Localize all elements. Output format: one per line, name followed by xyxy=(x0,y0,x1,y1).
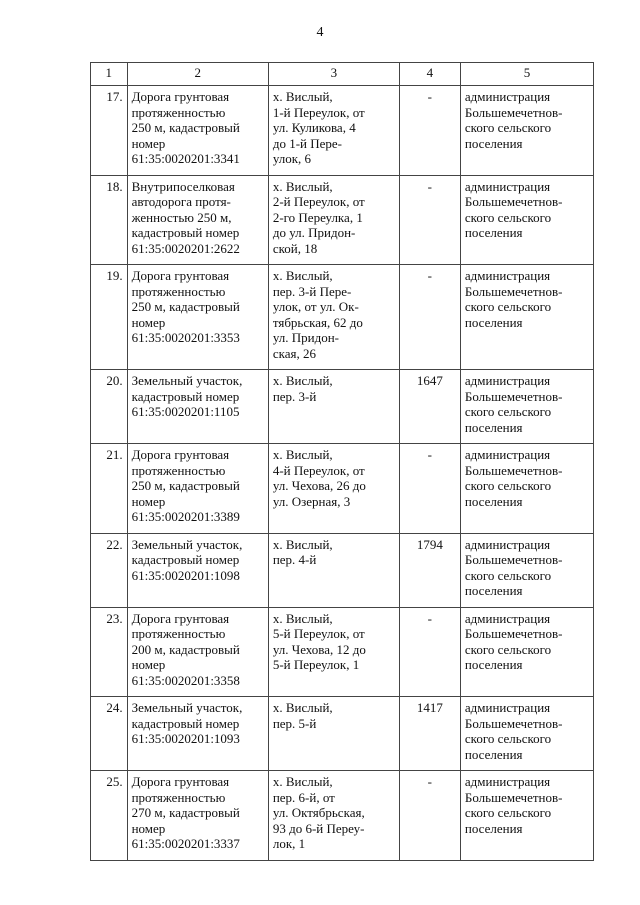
area-cell: - xyxy=(399,771,460,861)
table-row xyxy=(91,265,594,370)
cell-line: 250 м, кадастровый xyxy=(131,478,240,493)
row-number: 18. xyxy=(91,175,128,265)
address-cell xyxy=(268,444,399,534)
address-cell xyxy=(268,370,399,444)
cell-line: Дорога грунтовая xyxy=(131,89,230,104)
object-name-cell xyxy=(127,444,268,534)
cell-line: администрация xyxy=(464,268,551,283)
cell-line: Большемечетнов- xyxy=(464,715,563,731)
row-number: 22. xyxy=(91,533,128,607)
area-cell: - xyxy=(399,444,460,534)
cell-line: пер. 4-й xyxy=(272,552,317,567)
cell-line: х. Вислый, xyxy=(272,447,333,462)
cell-line: Земельный участок, xyxy=(131,373,243,388)
cell-line: Земельный участок, xyxy=(131,700,243,715)
column-header: 2 xyxy=(127,63,268,86)
cell-line: протяженностью xyxy=(131,789,226,805)
cell-line: улок, 6 xyxy=(272,151,312,166)
row-number: 17. xyxy=(91,86,128,176)
address-cell xyxy=(268,86,399,176)
cell-line: администрация xyxy=(464,774,551,789)
cell-line: ул. Куликова, 4 xyxy=(272,120,356,135)
cell-line: ул. Чехова, 26 до xyxy=(272,478,366,493)
table-row xyxy=(91,86,594,176)
cell-line: протяженностью xyxy=(131,462,226,478)
cell-line: номер xyxy=(131,657,166,672)
cell-line: лок, 1 xyxy=(272,836,306,851)
cell-line: 200 м, кадастровый xyxy=(131,641,240,657)
cell-line: администрация xyxy=(464,89,551,104)
cell-line: 2-го Переулка, 1 xyxy=(272,209,363,225)
object-name-cell xyxy=(127,697,268,771)
cell-line: пер. 5-й xyxy=(272,715,317,731)
cell-line: администрация xyxy=(464,700,551,715)
cell-line: поселения xyxy=(464,225,523,240)
cell-line: х. Вислый, xyxy=(272,268,333,283)
cell-line: 61:35:0020201:3337 xyxy=(131,836,240,851)
cell-line: улок, от ул. Ок- xyxy=(272,299,359,314)
page-number: 4 xyxy=(316,25,324,40)
cell-line: ского сельского xyxy=(464,731,552,746)
owner-cell xyxy=(460,444,593,534)
area-cell: 1647 xyxy=(399,370,460,444)
cell-line: поселения xyxy=(464,583,523,598)
cell-line: 61:35:0020201:3353 xyxy=(131,330,240,345)
area-cell: - xyxy=(399,607,460,697)
cell-line: кадастровый номер xyxy=(131,225,240,240)
cell-line: кадастровый номер xyxy=(131,388,240,404)
area-cell: 1794 xyxy=(399,533,460,607)
cell-line: кадастровый номер xyxy=(131,715,240,731)
cell-line: Большемечетнов- xyxy=(464,552,563,567)
cell-line: ского сельского xyxy=(464,567,552,583)
cell-line: пер. 6-й, от xyxy=(272,789,335,805)
cell-line: ского сельского xyxy=(464,120,552,135)
object-name-cell xyxy=(127,533,268,607)
cell-line: протяженностью xyxy=(131,104,226,120)
owner-cell xyxy=(460,86,593,176)
cell-line: номер xyxy=(131,820,166,836)
cell-line: поселения xyxy=(464,657,523,672)
cell-line: 5-й Переулок, от xyxy=(272,626,365,641)
cell-line: Дорога грунтовая xyxy=(131,774,230,789)
cell-line: 1-й Переулок, от xyxy=(272,104,365,120)
cell-line: 270 м, кадастровый xyxy=(131,805,240,820)
cell-line: женностью 250 м, xyxy=(131,209,232,225)
owner-cell xyxy=(460,607,593,697)
area-cell: 1417 xyxy=(399,697,460,771)
cell-line: ул. Придон- xyxy=(272,330,339,345)
address-cell xyxy=(268,771,399,861)
cell-line: 250 м, кадастровый xyxy=(131,120,240,135)
cell-line: 61:35:0020201:3358 xyxy=(131,672,240,688)
cell-line: 61:35:0020201:1093 xyxy=(131,731,240,746)
column-header: 4 xyxy=(399,63,460,86)
cell-line: пер. 3-й Пере- xyxy=(272,283,352,299)
cell-line: ского сельского xyxy=(464,299,552,314)
table-row xyxy=(91,697,594,771)
cell-line: Внутрипоселковая xyxy=(131,178,235,194)
cell-line: автодорога протя- xyxy=(131,194,231,209)
cell-line: Большемечетнов- xyxy=(464,626,563,641)
area-cell: - xyxy=(399,265,460,370)
cell-line: Большемечетнов- xyxy=(464,789,563,805)
row-number: 25. xyxy=(91,771,128,861)
cell-line: Большемечетнов- xyxy=(464,283,563,299)
cell-line: 5-й Переулок, 1 xyxy=(272,657,360,672)
table-header-row xyxy=(91,63,594,86)
owner-cell xyxy=(460,771,593,861)
table-row xyxy=(91,175,594,265)
cell-line: администрация xyxy=(464,373,551,388)
table-row xyxy=(91,533,594,607)
area-cell: - xyxy=(399,86,460,176)
cell-line: поселения xyxy=(464,135,523,151)
cell-line: Дорога грунтовая xyxy=(131,268,230,283)
cell-line: Большемечетнов- xyxy=(464,194,563,209)
row-number: 23. xyxy=(91,607,128,697)
cell-line: 61:35:0020201:3341 xyxy=(131,151,240,166)
cell-line: ского сельского xyxy=(464,478,552,493)
cell-line: поселения xyxy=(464,820,523,836)
cell-line: Большемечетнов- xyxy=(464,104,563,120)
table-row xyxy=(91,444,594,534)
cell-line: тябрьская, 62 до xyxy=(272,314,363,330)
address-cell xyxy=(268,265,399,370)
area-cell: - xyxy=(399,175,460,265)
column-header: 5 xyxy=(460,63,593,86)
object-name-cell xyxy=(127,86,268,176)
column-header: 3 xyxy=(268,63,399,86)
cell-line: х. Вислый, xyxy=(272,700,333,715)
cell-line: поселения xyxy=(464,419,523,435)
cell-line: х. Вислый, xyxy=(272,178,333,194)
object-name-cell xyxy=(127,771,268,861)
owner-cell xyxy=(460,697,593,771)
address-cell xyxy=(268,175,399,265)
cell-line: ского сельского xyxy=(464,641,552,657)
row-number: 20. xyxy=(91,370,128,444)
cell-line: ул. Озерная, 3 xyxy=(272,493,351,509)
owner-cell xyxy=(460,265,593,370)
object-name-cell xyxy=(127,265,268,370)
cell-line: 2-й Переулок, от xyxy=(272,194,365,209)
cell-line: 61:35:0020201:3389 xyxy=(131,509,240,524)
cell-line: ул. Октябрьская, xyxy=(272,805,365,820)
object-name-cell xyxy=(127,607,268,697)
cell-line: ская, 26 xyxy=(272,345,316,361)
cell-line: кадастровый номер xyxy=(131,552,240,567)
cell-line: х. Вислый, xyxy=(272,89,333,104)
cell-line: номер xyxy=(131,314,166,330)
cell-line: администрация xyxy=(464,610,551,626)
cell-line: х. Вислый, xyxy=(272,536,333,552)
cell-line: до ул. Придон- xyxy=(272,225,356,240)
cell-line: Дорога грунтовая xyxy=(131,610,230,626)
owner-cell xyxy=(460,175,593,265)
address-cell xyxy=(268,533,399,607)
object-name-cell xyxy=(127,175,268,265)
cell-line: х. Вислый, xyxy=(272,610,333,626)
cell-line: поселения xyxy=(464,746,523,762)
cell-line: Большемечетнов- xyxy=(464,462,563,478)
cell-line: номер xyxy=(131,135,166,151)
cell-line: поселения xyxy=(464,493,523,509)
cell-line: Земельный участок, xyxy=(131,536,243,552)
row-number: 21. xyxy=(91,444,128,534)
cell-line: администрация xyxy=(464,447,551,462)
cell-line: 61:35:0020201:1098 xyxy=(131,567,240,583)
cell-line: 250 м, кадастровый xyxy=(131,299,240,314)
cell-line: 4-й Переулок, от xyxy=(272,462,365,478)
cell-line: ского сельского xyxy=(464,404,552,419)
column-header: 1 xyxy=(91,63,128,86)
table-row xyxy=(91,370,594,444)
cell-line: ской, 18 xyxy=(272,240,318,256)
cell-line: ского сельского xyxy=(464,805,552,820)
cell-line: ул. Чехова, 12 до xyxy=(272,641,366,657)
cell-line: 61:35:0020201:1105 xyxy=(131,404,240,419)
cell-line: Дорога грунтовая xyxy=(131,447,230,462)
cell-line: х. Вислый, xyxy=(272,373,333,388)
cell-line: пер. 3-й xyxy=(272,388,317,404)
cell-line: Большемечетнов- xyxy=(464,388,563,404)
cell-line: ского сельского xyxy=(464,209,552,225)
table-row xyxy=(91,771,594,861)
row-number: 24. xyxy=(91,697,128,771)
cell-line: администрация xyxy=(464,178,551,194)
cell-line: 61:35:0020201:2622 xyxy=(131,240,240,256)
cell-line: х. Вислый, xyxy=(272,774,333,789)
cell-line: протяженностью xyxy=(131,283,226,299)
object-name-cell xyxy=(127,370,268,444)
cell-line: номер xyxy=(131,493,166,509)
property-table xyxy=(90,62,594,861)
cell-line: администрация xyxy=(464,536,551,552)
owner-cell xyxy=(460,370,593,444)
row-number: 19. xyxy=(91,265,128,370)
cell-line: до 1-й Пере- xyxy=(272,135,342,151)
table-row xyxy=(91,607,594,697)
owner-cell xyxy=(460,533,593,607)
cell-line: 93 до 6-й Переу- xyxy=(272,820,365,836)
cell-line: поселения xyxy=(464,314,523,330)
address-cell xyxy=(268,697,399,771)
address-cell xyxy=(268,607,399,697)
cell-line: протяженностью xyxy=(131,626,226,641)
